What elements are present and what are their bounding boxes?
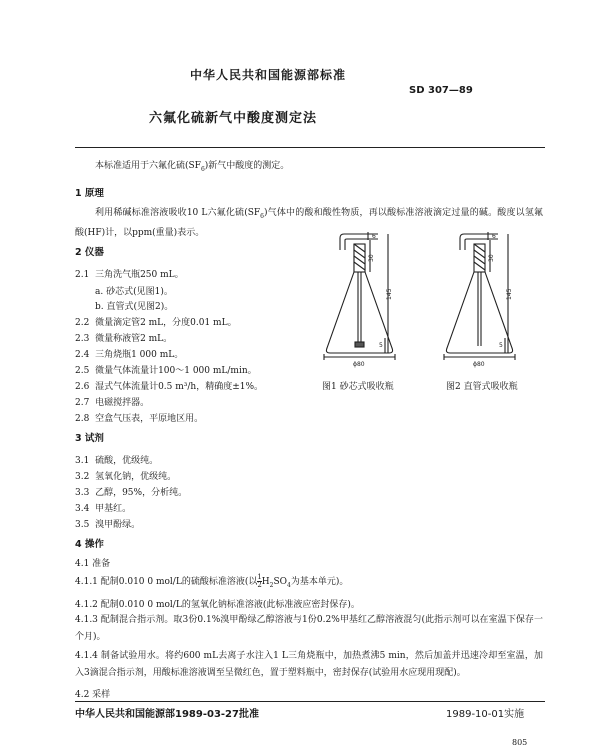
header-rule [75,147,545,148]
fraction: $\frac{1}{2}$ [257,573,262,589]
dim-label: 5 [379,342,383,349]
list-item: 2.1 三角洗气瓶250 mL。 [75,270,184,280]
figure-2-caption: 图2 直管式吸收瓶 [446,382,518,392]
approval-date: 中华人民共和国能源部1989-03-27批准 [75,709,259,720]
list-item: b. 直管式(见图2)。 [95,302,174,312]
list-item: a. 砂芯式(见图1)。 [95,287,173,297]
footer-rule [75,701,545,702]
section-4-heading: 4 操作 [75,539,104,550]
list-item: 2.6 湿式气体流量计0.5 m³/h，精确度±1%。 [75,382,264,392]
document-title: 六氟化硫新气中酸度测定法 [149,111,318,126]
section-3-heading: 3 试剂 [75,433,104,444]
dim-label: 6 [372,233,376,240]
dim-label: 145 [506,288,513,300]
dim-label: 30 [368,254,375,262]
list-item: 3.4 甲基红。 [75,504,132,514]
subsection-4-1-heading: 4.1 准备 [75,559,111,569]
paragraph-4-1-3: 4.1.3 配制混合指示剂。取3份0.1%溴甲酚绿乙醇溶液与1份0.2%甲基红乙醇溶液混匀(此指示剂可以在室温下保存一个月)。 [75,615,543,642]
fig1-sand-core-bottle [324,232,395,360]
dim-label: 6 [492,233,496,240]
list-item: 2.3 微量称液管2 mL。 [75,334,173,344]
paragraph-4-1-4: 4.1.4 制备试验用水。将约600 mL去离子水注入1 L三角烧瓶中，加热煮沸5 min，然后加盖并迅速冷却至室温，加入3滴混合指示剂，用酸标准溶液调至呈微红色，置于塑料瓶中，密封保存(试验用水应现用现配)。 [75,651,543,678]
list-item: 2.5 微量气体流量计100～1 000 mL/min。 [75,366,257,376]
list-item: 2.4 三角烧瓶1 000 mL。 [75,350,184,360]
dim-label: ϕ80 [353,361,365,368]
page-number: 805 [512,738,528,747]
paragraph-4-1-2: 4.1.2 配制0.010 0 mol/L的氢氧化钠标准溶液(此标准液应密封保存)。 [75,600,360,610]
dim-label: 30 [488,254,495,262]
intro-paragraph: 本标准适用于六氟化硫$(SF_6)$新气中酸度的测定。 [95,161,290,173]
implementation-date: 1989-10-01实施 [446,709,525,720]
absorber-figures [318,230,548,375]
section-1-heading: 1 原理 [75,188,104,199]
section-1-text: 利用稀碱标准溶液吸收10 L六氟化硫$(SF_6)$气体中的酸和酸性物质，再以酸标准溶液滴定过量的碱。酸度以氢氟酸(HF)计，以ppm(重量)表示。 [75,208,544,238]
subsection-4-2-heading: 4.2 采样 [75,690,111,700]
dim-label: 5 [499,342,503,349]
section-2-heading: 2 仪器 [75,247,104,258]
standard-number: SD 307—89 [409,85,473,96]
list-item: 2.2 微量滴定管2 mL，分度0.01 mL。 [75,318,237,328]
dim-label: 145 [386,288,393,300]
fig2-straight-tube-bottle [444,232,515,360]
issuing-organization: 中华人民共和国能源部标准 [190,68,347,82]
figure-1-caption: 图1 砂芯式吸收瓶 [322,382,394,392]
list-item: 3.2 氢氧化钠，优级纯。 [75,472,177,482]
list-item: 2.7 电磁搅拌器。 [75,398,150,408]
list-item: 3.3 乙醇，95%，分析纯。 [75,488,188,498]
list-item: 3.5 溴甲酚绿。 [75,520,141,530]
dim-label: ϕ80 [473,361,485,368]
paragraph-4-1-1: 4.1.1 配制0.010 0 mol/L的硫酸标准溶液(以 $\frac{1}{2}$ $H_2SO_4$为基本单元)。 [75,573,349,589]
list-item: 2.8 空盒气压表，平原地区用。 [75,414,204,424]
list-item: 3.1 硫酸，优级纯。 [75,456,159,466]
